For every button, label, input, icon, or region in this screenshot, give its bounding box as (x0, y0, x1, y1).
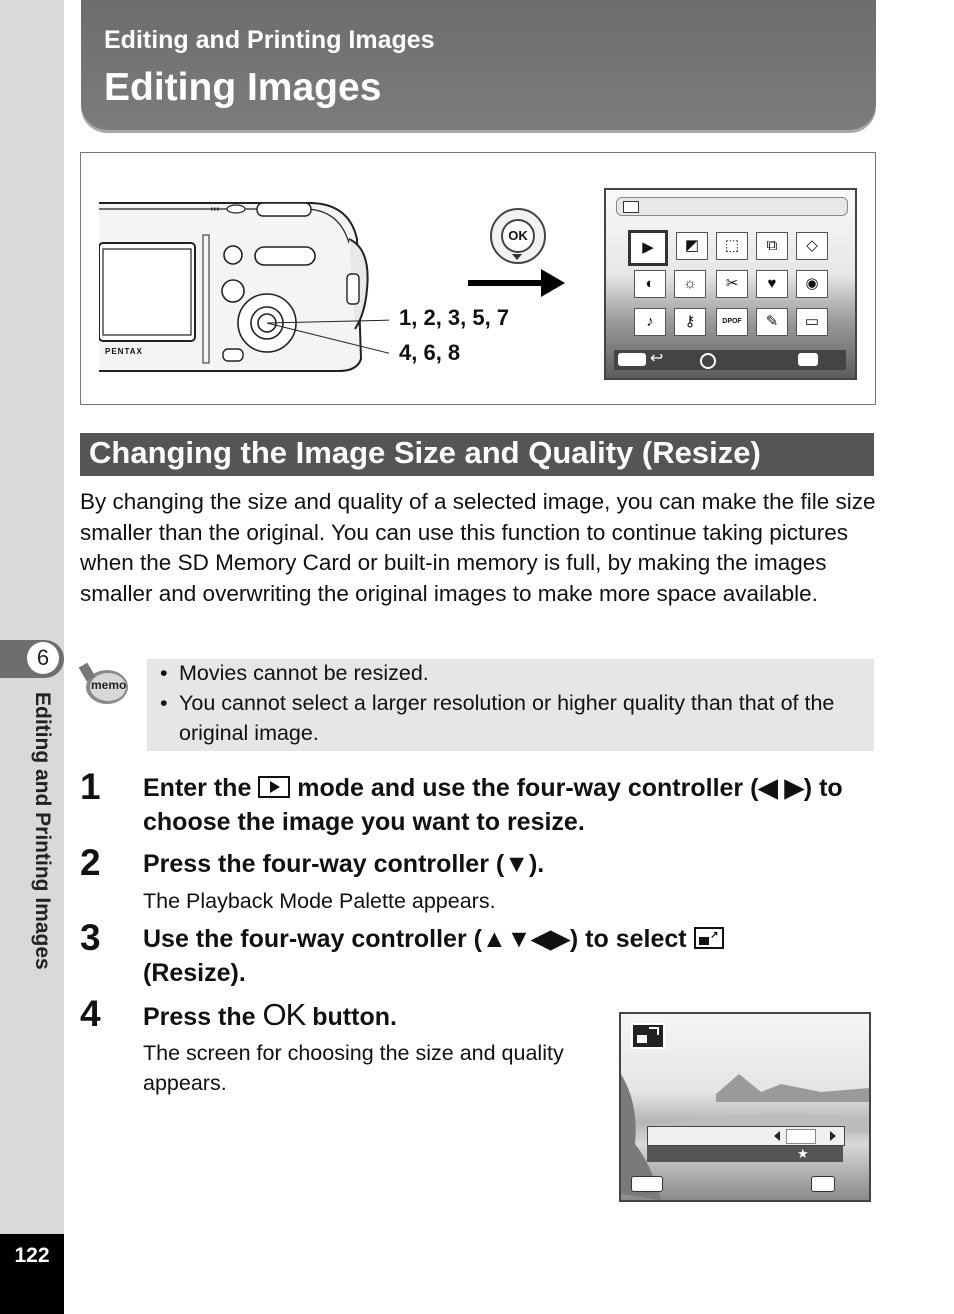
callout-steps-1: 1, 2, 3, 5, 7 (399, 305, 510, 330)
size-selector-bar (647, 1126, 845, 1146)
step-number-3: 3 (80, 917, 101, 958)
section-title: Changing the Image Size and Quality (Resize) (89, 435, 761, 470)
step-2-description: The Playback Mode Palette appears. (143, 889, 496, 913)
header-subtitle: Editing and Printing Images (104, 26, 435, 54)
step-2-text: Press the four-way controller (▼). (143, 850, 545, 878)
menu-button-icon (631, 1176, 663, 1192)
ok-small-button-icon (811, 1176, 835, 1192)
beach-scene-graphic (621, 1014, 869, 1200)
image-copy-icon: ⧉ (756, 232, 788, 260)
back-arrow-icon: ↩ (650, 350, 664, 367)
rotation-icon: ◇ (796, 232, 828, 260)
chapter-title-vertical: Editing and Printing Images (31, 692, 54, 970)
cropping-icon: ⬚ (716, 232, 748, 260)
resize-icon: ↗ (694, 927, 724, 949)
arrow-right-icon (468, 280, 543, 286)
page-number: 122 (0, 1234, 64, 1314)
movie-edit-icon: ✂ (716, 270, 748, 298)
frame-composite-icon: ♥ (756, 270, 788, 298)
memo-box (147, 659, 874, 751)
right-arrow-icon (830, 1131, 836, 1141)
resize-icon: ◩ (676, 232, 708, 260)
quality-star-icon: ★ (797, 1146, 809, 1161)
step-number-4: 4 (80, 993, 101, 1034)
page-title: Editing Images (104, 66, 382, 109)
pictbridge-icon: ▭ (796, 308, 828, 336)
ok-button-icon (490, 208, 546, 264)
memo-label: memo (91, 678, 127, 692)
palette-title-bar (616, 197, 848, 216)
start-up-screen-icon: ✎ (756, 308, 788, 336)
page-header (81, 0, 876, 130)
memo-item: • Movies cannot be resized. (160, 661, 429, 685)
ok-dot-icon (700, 353, 716, 369)
callout-steps-2: 4, 6, 8 (399, 340, 461, 365)
ok-glyph: OK (262, 997, 306, 1032)
color-filter-icon: ◐ (634, 270, 666, 298)
chapter-number: 6 (27, 642, 59, 674)
ok-small-button-icon (798, 353, 818, 366)
playback-palette-screen (604, 188, 857, 380)
play-mode-icon (623, 201, 639, 213)
camera-brand-label: PENTAX (105, 347, 143, 356)
step-4-description-line2: appears. (143, 1071, 227, 1095)
arrow-head-icon (541, 269, 565, 297)
step-4-description-line1: The screen for choosing the size and quality (143, 1041, 564, 1065)
slideshow-icon: ▶ (628, 230, 668, 266)
step-3-text: Use the four-way controller (▲▼◀▶) to select ↗ (Resize). (143, 922, 863, 990)
protect-key-icon: ⚷ (674, 308, 706, 336)
red-eye-edit-icon: ◉ (796, 270, 828, 298)
step-4-text: Press the OK button. (143, 997, 397, 1032)
left-arrow-icon (774, 1131, 780, 1141)
voice-memo-icon: ♪ (634, 308, 666, 336)
intro-paragraph: By changing the size and quality of a selected image, you can make the file size smaller than the original. You can use this function to continue taking pictures when the SD Memory Card or built-in memory is full, by making the images smaller and overwriting the original images to make more space available. (80, 489, 876, 606)
ok-label: OK (501, 219, 535, 253)
dpof-icon: DPOF (716, 308, 748, 336)
step-number-1: 1 (80, 766, 101, 807)
menu-button-icon (618, 353, 646, 366)
quality-bar (647, 1146, 843, 1162)
memo-icon (82, 664, 130, 708)
section-heading-bar (80, 433, 874, 476)
resize-screen (619, 1012, 871, 1202)
size-value-box (786, 1129, 816, 1144)
step-1-text: Enter the mode and use the four-way controller (◀ ▶) to choose the image you want to resize. (143, 774, 843, 836)
down-triangle-icon (512, 254, 522, 260)
brightness-filter-icon: ☼ (674, 270, 706, 298)
step-number-2: 2 (80, 842, 101, 883)
playback-mode-icon (258, 776, 290, 798)
memo-item: • You cannot select a larger resolution or higher quality than that of the original image. (160, 691, 835, 745)
